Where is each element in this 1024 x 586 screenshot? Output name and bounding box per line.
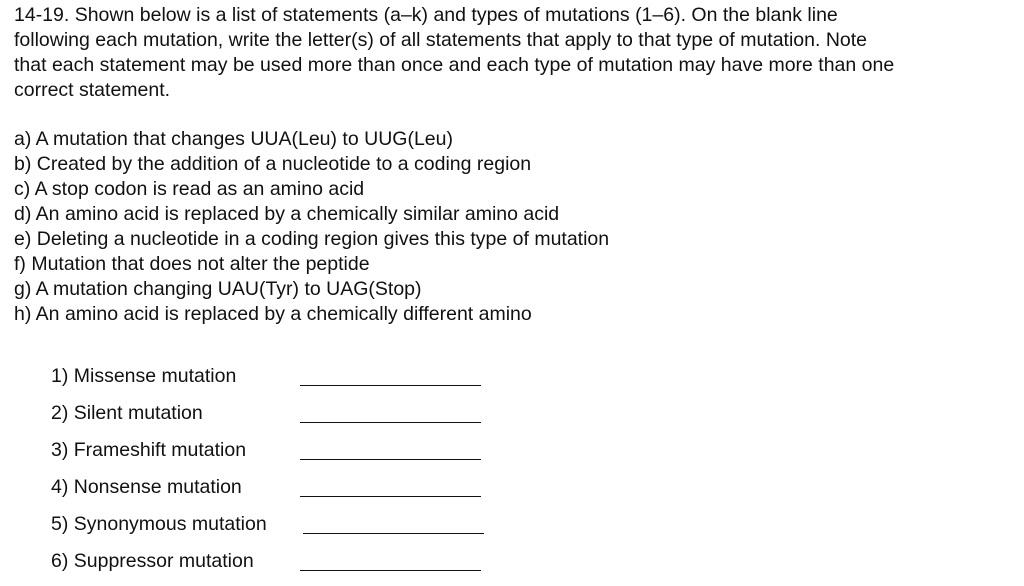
statement-d: d) An amino acid is replaced by a chemically similar amino acid xyxy=(14,203,560,225)
mutation-label: 4) Nonsense mutation xyxy=(51,476,242,498)
statement-f: f) Mutation that does not alter the peptide xyxy=(14,253,370,275)
statement-list xyxy=(14,127,609,327)
answer-blank-frameshift[interactable] xyxy=(300,459,481,460)
statement-c: c) A stop codon is read as an amino acid xyxy=(14,178,365,200)
question-text-line: that each statement may be used more than once and each type of mutation may have more than one xyxy=(14,54,895,76)
statement-h: h) An amino acid is replaced by a chemically different amino xyxy=(14,303,532,325)
answer-blank-synonymous[interactable] xyxy=(303,533,484,534)
mutation-label: 6) Suppressor mutation xyxy=(51,550,254,572)
statement-e: e) Deleting a nucleotide in a coding region gives this type of mutation xyxy=(14,228,610,250)
statement-a: a) A mutation that changes UUA(Leu) to UUG(Leu) xyxy=(14,128,453,150)
mutation-label: 1) Missense mutation xyxy=(51,365,237,387)
mutation-label: 3) Frameshift mutation xyxy=(51,439,247,461)
statement-b: b) Created by the addition of a nucleotide to a coding region xyxy=(14,153,532,175)
mutation-label: 5) Synonymous mutation xyxy=(51,513,267,535)
answer-blank-silent[interactable] xyxy=(300,422,481,423)
statement-g: g) A mutation changing UAU(Tyr) to UAG(Stop) xyxy=(14,278,422,300)
question-prompt xyxy=(14,3,1014,103)
answer-blank-missense[interactable] xyxy=(300,385,481,386)
question-text-line: 14-19. Shown below is a list of statements (a–k) and types of mutations (1–6). On the blank line xyxy=(14,4,838,26)
question-text-line: correct statement. xyxy=(14,79,171,101)
answer-blank-nonsense[interactable] xyxy=(300,496,481,497)
answer-blank-suppressor[interactable] xyxy=(300,570,481,571)
mutation-label: 2) Silent mutation xyxy=(51,402,203,424)
question-text-line: following each mutation, write the letter(s) of all statements that apply to that type of mutation. Note xyxy=(14,29,868,51)
